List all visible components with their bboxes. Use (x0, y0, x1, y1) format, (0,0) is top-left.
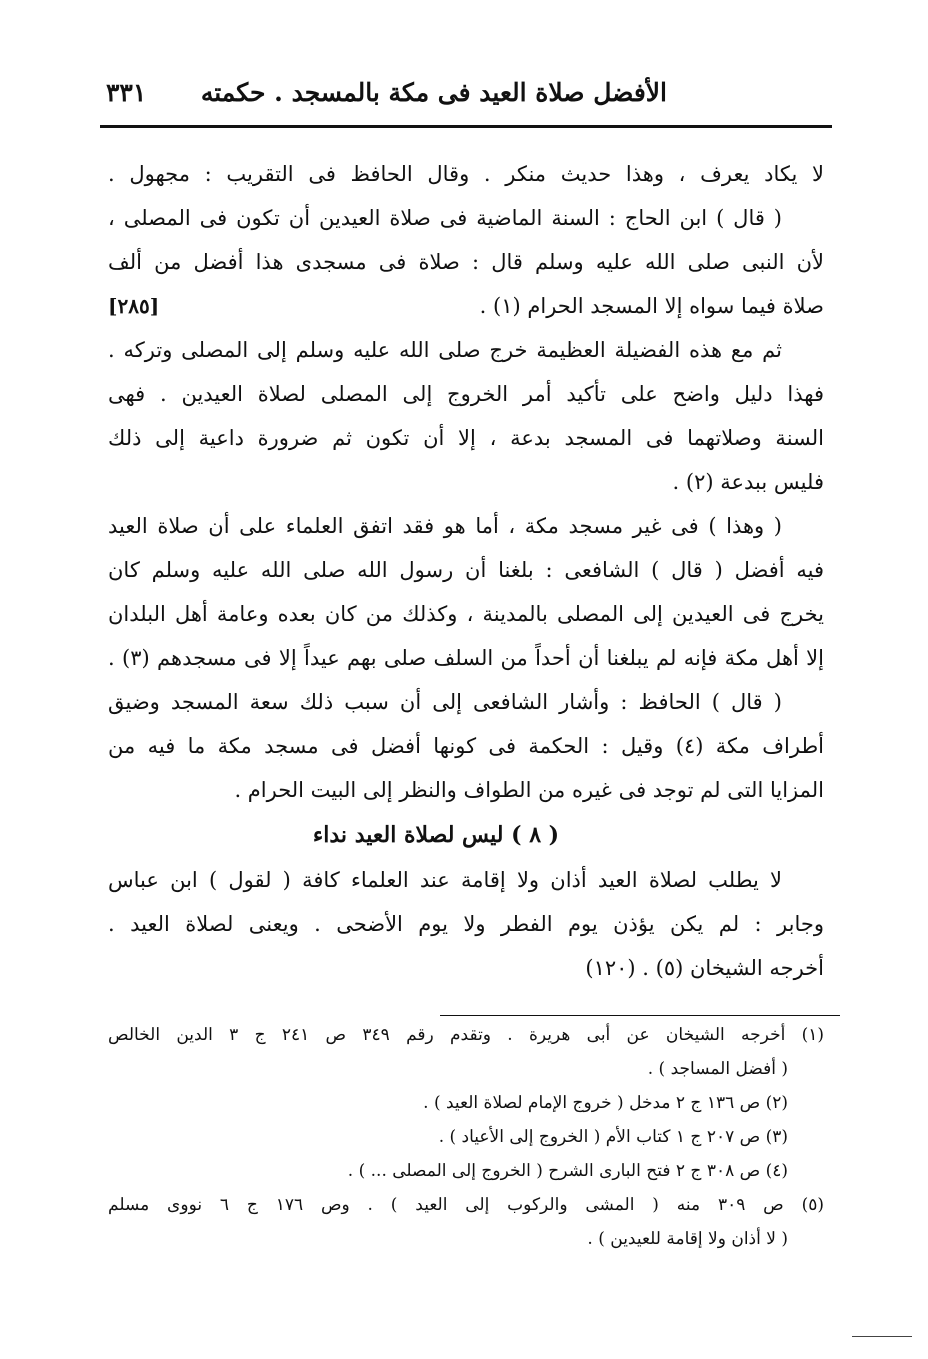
main-text (108, 152, 824, 990)
footnote-line: (٣) ص ٢٠٧ ج ١ كتاب الأم ( الخروج إلى الأعياد ) . (438, 1127, 788, 1147)
bottom-edge-rule (852, 1336, 912, 1337)
text-line: لا يكاد يعرف ، وهذا حديث منكر . وقال الحافظ فى التقريب : مجهول . (108, 162, 824, 186)
footnote-line: (٥) ص ٣٠٩ منه ( المشى والركوب إلى العيد ) . وص ١٧٦ ج ٦ نووى مسلم (108, 1195, 824, 1215)
text-line-with-ref (108, 284, 824, 328)
header-rule (100, 125, 832, 128)
text-line: صلاة فيما سواه إلا المسجد الحرام (١) . (479, 294, 824, 318)
text-line: فهذا دليل واضح على تأكيد أمر الخروج إلى المصلى لصلاة العيدين . فهى (108, 382, 824, 406)
footnote-line: ( أفضل المساجد ) . (647, 1059, 788, 1079)
text-line: لأن النبى صلى الله عليه وسلم قال : صلاة فى مسجدى هذا أفضل من ألف (108, 250, 824, 274)
text-line: ( قال ) ابن الحاج : السنة الماضية فى صلاة العيدين أن تكون فى المصلى ، (108, 206, 782, 230)
text-line: أخرجه الشيخان (٥) . (١٢٠) (585, 956, 824, 980)
page-header (100, 70, 832, 120)
text-line: فيه أفضل ( قال ) الشافعى : بلغنا أن رسول الله صلى الله عليه وسلم كان (108, 558, 824, 582)
page-number: ٣٣١ (106, 78, 147, 107)
footnote-line: (٢) ص ١٣٦ ج ٢ مدخل ( خروج الإمام لصلاة العيد ) . (423, 1093, 788, 1113)
footnote-line: (٤) ص ٣٠٨ ج ٢ فتح البارى الشرح ( الخروج إلى المصلى ... ) . (347, 1161, 788, 1181)
text-line: فليس ببدعة (٢) . (672, 470, 824, 494)
text-line: وجابر : لم يكن يؤذن يوم الفطر ولا يوم الأضحى . ويعنى لصلاة العيد . (108, 912, 824, 936)
text-line: أطراف مكة (٤) وقيل : الحكمة فى كونها أفضل فى مسجد مكة ما فيه من (108, 734, 824, 758)
text-line: يخرج فى العيدين إلى المصلى بالمدينة ، وكذلك من كان بعده وعامة أهل البلدان (108, 602, 824, 626)
hadith-reference-number: [٢٨٥] (108, 294, 160, 318)
section-heading: ( ٨ ) ليس لصلاة العيد نداء (312, 822, 560, 848)
text-line: ثم مع هذه الفضيلة العظيمة خرج صلى الله عليه وسلم إلى المصلى وتركه . (108, 338, 782, 362)
footnotes (108, 1018, 824, 1256)
text-line: ( قال ) الحافظ : وأشار الشافعى إلى أن سبب ذلك سعة المسجد وضيق (108, 690, 782, 714)
text-line: لا يطلب لصلاة العيد أذان ولا إقامة عند العلماء كافة ( لقول ) ابن عباس (108, 868, 782, 892)
running-title: الأفضل صلاة العيد فى مكة بالمسجد . حكمته (200, 78, 667, 107)
text-line: ( وهذا ) فى غير مسجد مكة ، أما هو فقد اتفق العلماء على أن صلاة العيد (108, 514, 782, 538)
footnote-line: ( لا أذان ولا إقامة للعيدين ) . (587, 1229, 788, 1249)
footnote-rule (440, 1015, 840, 1016)
text-line: إلا أهل مكة فإنه لم يبلغنا أن أحداً من السلف صلى بهم عيداً إلا فى مسجدهم (٣) . (108, 646, 824, 670)
footnote-line: (١) أخرجه الشيخان عن أبى هريرة . وتقدم رقم ٣٤٩ ص ٢٤١ ج ٣ الدين الخالص (108, 1025, 824, 1045)
text-line: السنة وصلاتهما فى المسجد بدعة ، إلا أن تكون ثم ضرورة داعية إلى ذلك (108, 426, 824, 450)
text-line: المزايا التى لم توجد فى غيره من الطواف والنظر إلى البيت الحرام . (234, 778, 824, 802)
